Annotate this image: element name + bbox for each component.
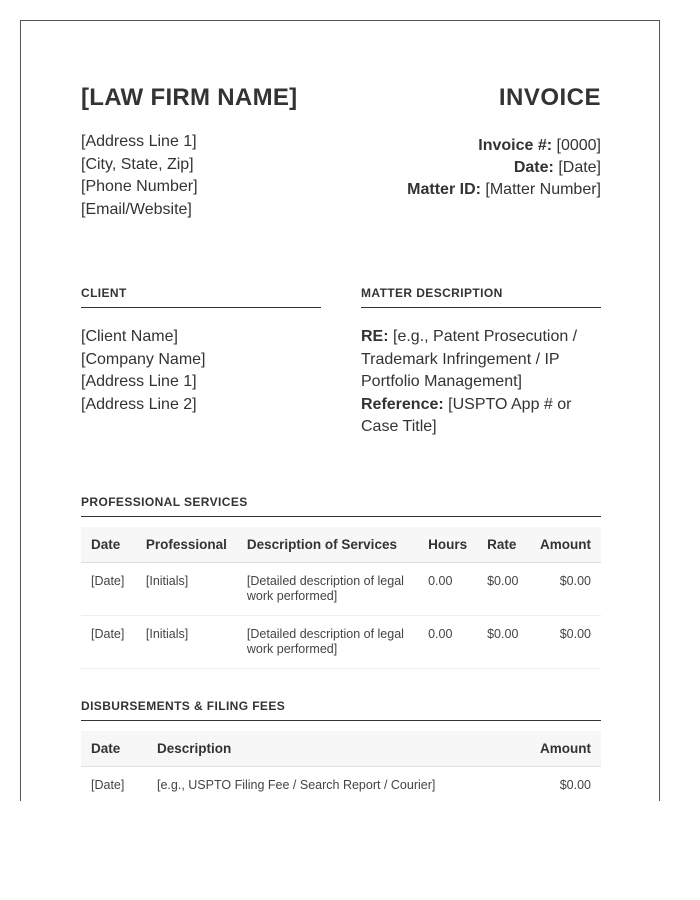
disbursements-table [81,731,601,802]
client-name: [Client Name] [81,328,178,345]
invoice-meta [407,135,601,201]
row-amount: $0.00 [530,562,601,615]
matter-re-value: [e.g., Patent Prosecution / Trademark Infringement / IP Portfolio Management] [361,328,578,390]
client-heading: CLIENT [81,286,321,308]
invoice-matter-id [407,179,601,201]
row-amount: $0.00 [511,766,601,801]
matter-details [361,326,601,439]
col-amount: Amount [530,527,601,563]
matter-id-value: [Matter Number] [485,181,601,198]
firm-block [81,83,297,221]
firm-address-line-1: [Address Line 1] [81,133,197,150]
row-description: [Detailed description of legal work performed] [237,615,418,668]
col-rate: Rate [477,527,530,563]
client-details [81,326,321,416]
matter-id-label: Matter ID: [407,181,481,198]
firm-city-state-zip: [City, State, Zip] [81,155,194,173]
row-description: [Detailed description of legal work performed] [237,562,418,615]
row-hours: 0.00 [418,615,477,668]
invoice-page [20,20,660,801]
firm-email: [Email/Website] [81,200,192,218]
col-hours: Hours [418,527,477,563]
invoice-date-label: Date: [513,159,554,176]
table-row [81,766,601,801]
matter-heading: MATTER DESCRIPTION [361,286,601,308]
invoice-meta-block [407,83,601,201]
table-row [81,562,601,615]
matter-reference-label: Reference: [361,395,444,413]
invoice-date [407,157,601,179]
row-hours: 0.00 [418,562,477,615]
matter-section [361,286,601,439]
disbursements-header-row [81,731,601,767]
disbursements-heading: DISBURSEMENTS & FILING FEES [81,699,601,721]
row-professional: [Initials] [136,615,237,668]
professional-services-section [81,495,601,669]
invoice-content [81,83,601,801]
col-description: Description of Services [237,527,418,563]
invoice-number [407,135,601,157]
client-address-line-1: [Address Line 1] [81,373,197,390]
table-row [81,615,601,668]
client-matter-row [81,286,601,439]
col-description: Description [147,731,511,767]
row-description: [e.g., USPTO Filing Fee / Search Report / Courier] [147,766,511,801]
row-date: [Date] [81,615,136,668]
firm-phone: [Phone Number] [81,178,198,195]
matter-re [361,326,601,394]
invoice-title: INVOICE [498,84,601,111]
row-rate: $0.00 [477,562,530,615]
matter-reference [361,394,601,439]
client-company: [Company Name] [81,350,206,368]
services-header-row [81,527,601,563]
invoice-number-label: Invoice #: [478,137,553,154]
invoice-number-value: [0000] [556,137,601,154]
row-rate: $0.00 [477,615,530,668]
col-date: Date [81,731,147,767]
row-amount: $0.00 [530,615,601,668]
matter-reference-value: [USPTO App # or Case Title] [361,395,572,435]
services-heading: PROFESSIONAL SERVICES [81,495,601,517]
services-table [81,527,601,669]
client-address-line-2: [Address Line 2] [81,395,197,413]
col-amount: Amount [511,731,601,767]
invoice-header [81,83,601,221]
disbursements-section [81,699,601,802]
row-date: [Date] [81,766,147,801]
col-professional: Professional [136,527,237,563]
row-date: [Date] [81,562,136,615]
col-date: Date [81,527,136,563]
row-professional: [Initials] [136,562,237,615]
firm-name: [LAW FIRM NAME] [81,84,298,111]
firm-address [81,131,297,221]
client-section [81,286,321,439]
matter-re-label: RE: [361,328,389,345]
invoice-date-value: [Date] [558,159,601,176]
